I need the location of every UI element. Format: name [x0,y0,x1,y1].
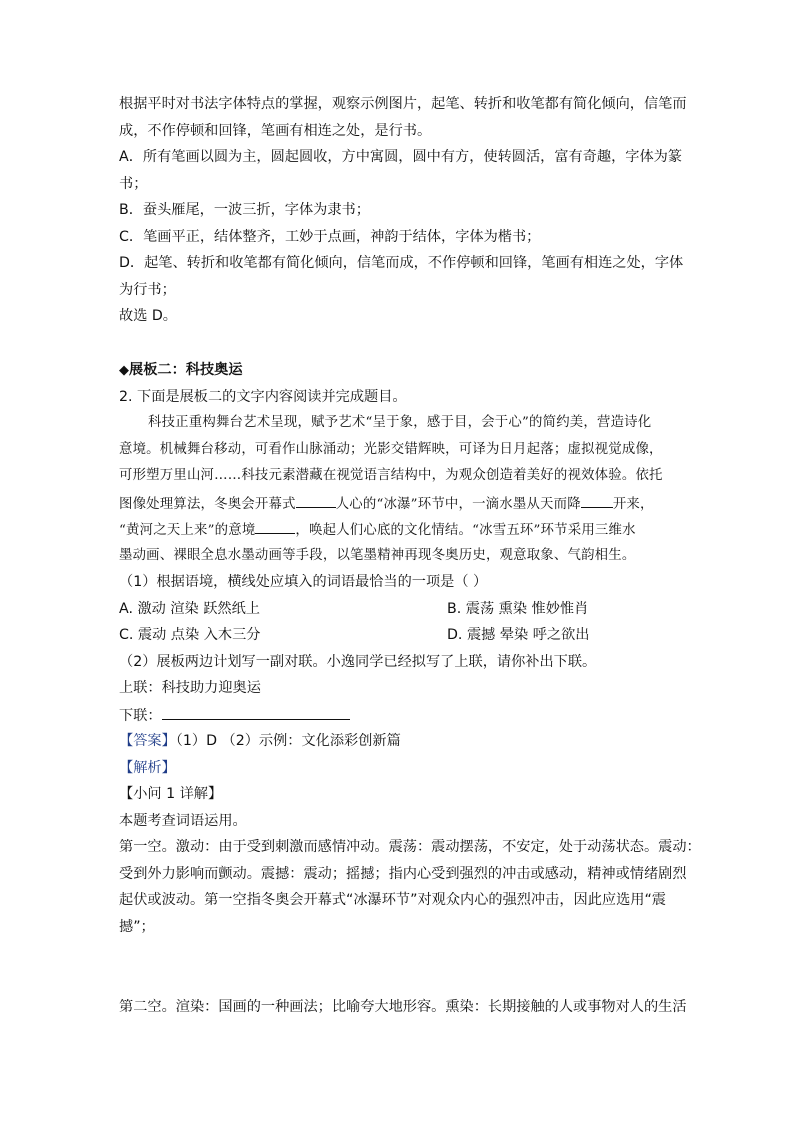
explain-line: 第二空。渲染：国画的一种画法；比喻夸大地形容。熏染：长期接触的人或事物对人的生活 [119,999,687,1015]
passage-line-blanks [119,493,654,515]
explain-line: 第一空。激动：由于受到刺激而感情冲动。震荡：震动摆荡，不安定，处于动荡状态。震动： [119,839,701,855]
blank-2 [581,493,613,508]
explain-line: 撼”； [119,919,155,935]
section-heading [119,360,243,381]
analysis-option-d-cont: 为行书； [119,282,176,298]
passage-line: 墨动画、裸眼全息水墨动画等手段，以笔墨精神再现冬奥历史，观意取象、气韵相生。 [119,548,636,563]
explain-line: 起伏或波动。第一空指冬奥会开幕式“冰瀑环节”对观众内心的强烈冲击，因此应选用“震 [119,892,666,908]
passage-text: 人心的“冰瀑”环节中，一滴水墨从天而降 [335,497,581,512]
analysis-choice: 故选 D。 [119,308,177,324]
analysis-option-a: A．所有笔画以圆为主，圆起圆收，方中寓圆，圆中有方，使转圆活，富有奇趣，字体为篆 [119,149,683,165]
passage-line-blanks [119,519,636,541]
passage-line: 意境。机械舞台移动，可看作山脉涌动；光影交错辉映，可译为日月起落；虚拟视觉成像， [119,442,663,457]
option-b: B. 震荡 熏染 惟妙惟肖 [447,601,589,617]
passage-text: “黄河之天上来”的意境 [119,523,256,538]
passage-text: 图像处理算法，冬奥会开幕式 [119,497,296,512]
diamond-icon: ◆ [119,363,129,378]
option-c: C. 震动 点染 入木三分 [119,627,261,643]
lower-couplet-label: 下联： [119,708,162,724]
blank-1 [296,493,336,508]
question-stem: 2. 下面是展板二的文字内容阅读并完成题目。 [119,389,407,405]
subquestion-2: （2）展板两边计划写一副对联。小逸同学已经拟写了上联，请你补出下联。 [119,654,597,670]
analysis-option-a-cont: 书； [119,176,148,192]
answer-label: 【答案】 [119,733,176,749]
explain-line: 本题考查词语运用。 [119,813,247,829]
option-row-1 [119,599,260,619]
lower-couplet-blank [162,705,350,720]
lower-couplet [119,705,350,726]
explain-line: 受到外力影响而颤动。震撼：震动；摇撼；指内心受到强烈的冲击或感动，精神或情绪剧烈 [119,866,687,882]
analysis-option-c: C．笔画平正，结体整齐，工妙于点画，神韵于结体，字体为楷书； [119,229,541,245]
subquestion-1-detail-label: 【小问 1 详解】 [119,786,223,802]
subquestion-1: （1）根据语境，横线处应填入的词语最恰当的一项是（ ） [119,574,488,590]
analysis-line: 根据平时对书法字体特点的掌握，观察示例图片，起笔、转折和收笔都有简化倾向，信笔而 [119,96,687,112]
option-d: D. 震撼 晕染 呼之欲出 [447,627,590,643]
answer-line [119,731,401,751]
section-title: 展板二：科技奥运 [129,362,243,378]
passage-text: ，唤起人们心底的文化情结。“冰雪五环”环节采用三维水 [295,523,636,538]
jiexi-label: 【解析】 [119,760,176,776]
upper-couplet: 上联：科技助力迎奥运 [119,680,261,696]
analysis-option-b: B．蚕头雁尾，一波三折，字体为隶书； [119,202,370,218]
option-a: A. 激动 渲染 跃然纸上 [119,601,260,617]
passage-line: 可形塑万里山河……科技元素潜藏在视觉语言结构中，为观众创造着美好的视效体验。依托 [119,468,663,483]
analysis-option-d: D．起笔、转折和收笔都有简化倾向，信笔而成，不作停顿和回锋，笔画有相连之处，字体 [119,255,684,271]
analysis-line: 成，不作停顿和回锋，笔画有相连之处，是行书。 [119,123,432,139]
passage-text: 开来， [612,497,654,512]
blank-3 [255,519,295,534]
passage-line: 科技正重构舞台艺术呈现，赋予艺术“呈于象，感于目，会于心”的简约美，营造诗化 [148,415,652,430]
answer-text: （1）D （2）示例：文化添彩创新篇 [175,733,401,749]
